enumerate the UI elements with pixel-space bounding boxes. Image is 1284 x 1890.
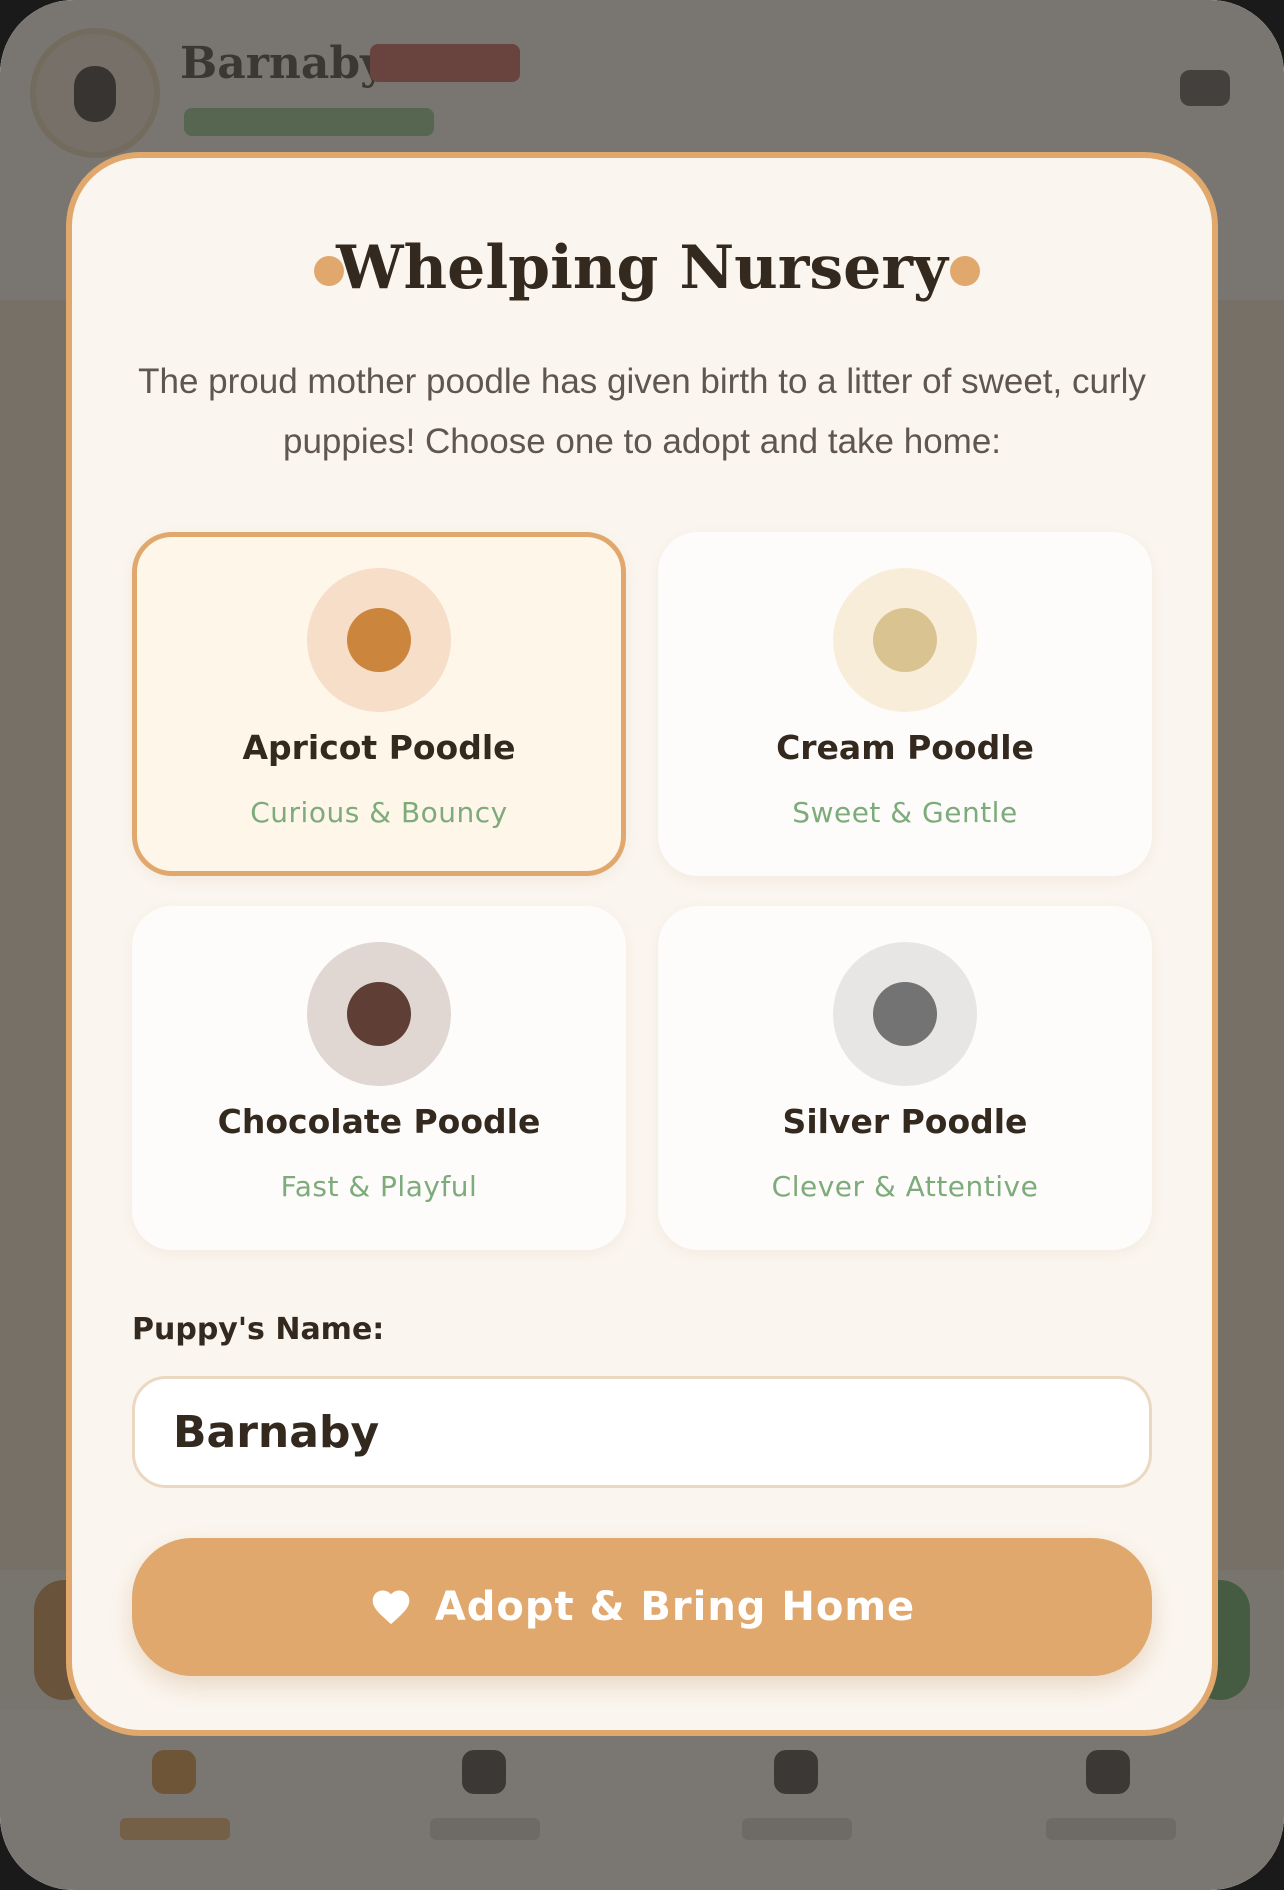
adopt-button-label: Adopt & Bring Home (434, 1584, 916, 1630)
cream-swatch-center (873, 608, 937, 672)
silver-swatch-center (873, 982, 937, 1046)
chocolate-swatch-icon (307, 942, 451, 1086)
breed-trait: Clever & Attentive (771, 1170, 1039, 1203)
breed-card-cream[interactable] (658, 532, 1152, 876)
breed-name: Silver Poodle (782, 1102, 1028, 1141)
breed-trait: Fast & Playful (280, 1170, 478, 1203)
breed-name: Apricot Poodle (242, 728, 516, 767)
whelping-nursery-modal (66, 152, 1218, 1736)
modal-description: The proud mother poodle has given birth to a litter of sweet, curly puppies! Choose one to adopt and take home: (138, 362, 1146, 461)
puppy-name-input[interactable] (132, 1376, 1152, 1488)
modal-title: Whelping Nursery (336, 233, 948, 303)
breed-card-chocolate[interactable] (132, 906, 626, 1250)
adopt-button[interactable] (132, 1538, 1152, 1676)
breed-trait: Curious & Bouncy (250, 796, 508, 829)
apricot-swatch-center (347, 608, 411, 672)
breed-name: Chocolate Poodle (217, 1102, 541, 1141)
silver-swatch-icon (833, 942, 977, 1086)
cream-swatch-icon (833, 568, 977, 712)
chocolate-swatch-center (347, 982, 411, 1046)
breed-name: Cream Poodle (776, 728, 1034, 767)
puppy-name-label: Puppy's Name: (132, 1312, 385, 1347)
apricot-swatch-icon (307, 568, 451, 712)
breed-trait: Sweet & Gentle (792, 796, 1018, 829)
heart-icon (369, 1585, 413, 1629)
title-dot-right-icon (950, 256, 980, 286)
breed-card-apricot[interactable] (132, 532, 626, 876)
breed-card-silver[interactable] (658, 906, 1152, 1250)
